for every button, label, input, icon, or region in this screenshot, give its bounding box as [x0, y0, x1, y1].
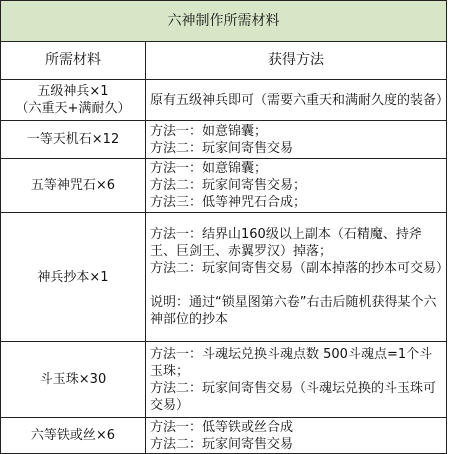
table-row	[1, 80, 447, 121]
method-cell	[146, 418, 447, 454]
method-text: 方法一：如意锦囊；	[150, 123, 268, 139]
method-cell	[146, 213, 450, 342]
material-text: 一等天机石×12	[26, 132, 120, 147]
header-method: 获得方法	[146, 42, 447, 80]
material-text: 五级神兵×1	[37, 84, 109, 99]
material-text: 六等铁或丝×6	[30, 428, 116, 443]
material-text: 五等神咒石×6	[30, 178, 116, 193]
table-row	[1, 213, 447, 342]
method-text: 方法二：玩家间寄售交易（副本掉落的抄本可交易）	[150, 261, 450, 276]
table-row	[1, 418, 447, 454]
method-text: 方法二：玩家间寄售交易	[150, 436, 294, 452]
spacer	[150, 277, 443, 294]
header-row	[1, 42, 447, 80]
method-text: 方法二：玩家间寄售交易	[150, 140, 294, 156]
material-cell	[1, 342, 146, 418]
material-text: （六重天+满耐久）	[15, 101, 131, 116]
table-row	[1, 121, 447, 159]
material-text: 斗玉珠×30	[39, 372, 107, 387]
material-cell	[1, 418, 146, 454]
title-row	[1, 1, 447, 42]
material-text: 神兵抄本×1	[37, 269, 109, 285]
method-text: 原有五级神兵即可（需要六重天和满耐久度的装备）	[150, 92, 450, 108]
method-cell	[146, 80, 450, 121]
method-cell	[146, 342, 447, 418]
material-cell	[1, 159, 146, 213]
method-text: 方法二：玩家间寄售交易（斗魂坛兑换的斗玉珠可交易）	[150, 380, 437, 413]
method-text: 方法一：低等铁或丝合成	[150, 419, 294, 435]
material-cell	[1, 121, 146, 159]
table-row	[1, 342, 447, 418]
method-text: 方法三：低等神咒石合成；	[150, 195, 307, 210]
method-cell	[146, 121, 447, 159]
table-title: 六神制作所需材料	[1, 1, 447, 42]
table-row	[1, 159, 447, 213]
method-text: 方法二：玩家间寄售交易；	[150, 178, 307, 193]
material-cell	[1, 80, 146, 121]
method-text: 方法一：结界山160级以上副本（石精魔、持斧王、巨剑王、赤翼罗汉）掉落；	[150, 227, 422, 259]
method-cell	[146, 159, 447, 213]
method-text: 方法一：斗魂坛兑换斗魂点数 500斗魂点=1个斗玉珠；	[150, 346, 433, 379]
note-text: 说明：通过“锁星图第六卷”右击后随机获得某个六神部位的抄本	[150, 295, 437, 327]
material-cell	[1, 213, 146, 342]
method-text: 方法一：如意锦囊；	[150, 161, 268, 176]
header-material: 所需材料	[1, 42, 146, 80]
